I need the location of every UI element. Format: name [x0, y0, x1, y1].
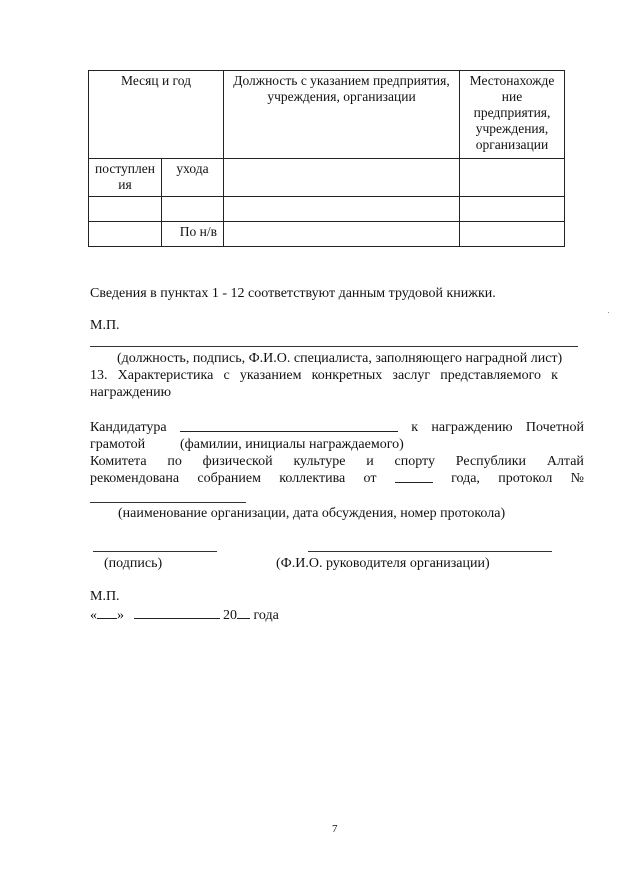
item13-line — [90, 367, 558, 384]
header-position: Должность с указанием предприятия, учреждения, организации — [224, 71, 460, 159]
table-subheader-row — [89, 159, 565, 197]
records-note: Сведения в пунктах 1 - 12 соответствуют данным трудовой книжки. — [90, 286, 496, 301]
date-blank — [395, 470, 433, 483]
word: Характеристика — [117, 368, 214, 383]
candidacy-line — [90, 419, 584, 436]
header-location-line: ние — [501, 89, 523, 104]
protocol-number-rule — [90, 502, 246, 503]
recommended-line — [90, 470, 584, 487]
subheader-admission-line: ия — [118, 177, 132, 192]
word: Комитета — [90, 454, 147, 469]
word: собранием — [197, 471, 261, 486]
word: спорту — [394, 454, 435, 469]
org-caption: (наименование организации, дата обсуждения, номер протокола) — [118, 506, 506, 521]
scan-speck — [608, 312, 609, 313]
header-location-line: Местонахожде — [469, 73, 555, 88]
subheader-admission — [89, 159, 162, 197]
table-row — [89, 197, 565, 222]
subheader-admission-line: поступлен — [95, 161, 155, 176]
signature-caption: (должность, подпись, Ф.И.О. специалиста, заполняющего наградной лист) — [117, 351, 563, 366]
table-cell — [89, 197, 162, 222]
employment-table — [88, 70, 565, 247]
gramota-caption: (фамилии, инициалы награждаемого) — [180, 437, 404, 452]
word: от — [363, 471, 377, 486]
table-cell — [224, 222, 460, 247]
page-number: 7 — [332, 823, 338, 835]
stamp-place-label-2: М.П. — [90, 589, 120, 604]
header-month-year: Месяц и год — [89, 71, 224, 159]
date-line — [90, 606, 279, 624]
stamp-place-label: М.П. — [90, 318, 120, 333]
table-cell — [224, 197, 460, 222]
word: протокол — [498, 471, 553, 486]
word: рекомендована — [90, 471, 180, 486]
word: указанием — [239, 368, 302, 383]
signature-rule — [90, 346, 578, 347]
item13-line2: награждению — [90, 385, 172, 400]
word: конкретных — [311, 368, 383, 383]
subheader-leave: ухода — [162, 159, 224, 197]
head-name-label: (Ф.И.О. руководителя организации) — [276, 556, 490, 571]
word: к — [411, 420, 419, 435]
date-year-suffix: года — [253, 608, 279, 623]
table-cell — [224, 159, 460, 197]
table-cell — [162, 197, 224, 222]
word: культуре — [293, 454, 346, 469]
word: 13. — [90, 368, 108, 383]
word: по — [167, 454, 182, 469]
day-blank — [97, 606, 117, 619]
candidacy-label: Кандидатура — [90, 420, 167, 435]
word: к — [551, 368, 558, 383]
head-name-blank — [308, 551, 552, 552]
header-location-line: организации — [475, 137, 549, 152]
table-row — [89, 222, 565, 247]
word: Республики — [455, 454, 527, 469]
candidate-name-blank — [180, 419, 398, 432]
word: с — [223, 368, 230, 383]
date-year-prefix: 20 — [223, 608, 237, 623]
date-close-quote: » — [117, 608, 124, 623]
table-cell — [460, 222, 565, 247]
signature-label: (подпись) — [104, 556, 163, 571]
header-location-line: предприятия, — [473, 105, 551, 120]
date-open-quote: « — [90, 608, 97, 623]
table-cell — [460, 159, 565, 197]
word: коллектива — [279, 471, 346, 486]
header-location — [460, 71, 565, 159]
month-blank — [134, 606, 220, 619]
signature-blank — [93, 551, 217, 552]
word: представляемого — [440, 368, 541, 383]
table-cell — [89, 222, 162, 247]
word: года, — [451, 471, 480, 486]
year-blank — [237, 606, 250, 619]
gramota-word: грамотой — [90, 437, 146, 452]
table-header-row — [89, 71, 565, 159]
header-location-line: учреждения, — [475, 121, 549, 136]
table-cell — [460, 197, 565, 222]
word: награждению — [431, 420, 513, 435]
word: и — [366, 454, 374, 469]
word: № — [570, 471, 584, 486]
word: Алтай — [546, 454, 584, 469]
word: физической — [202, 454, 273, 469]
committee-line — [90, 453, 584, 470]
present-time-cell: По н/в — [162, 222, 224, 247]
word: Почетной — [525, 420, 584, 435]
word: заслуг — [392, 368, 431, 383]
